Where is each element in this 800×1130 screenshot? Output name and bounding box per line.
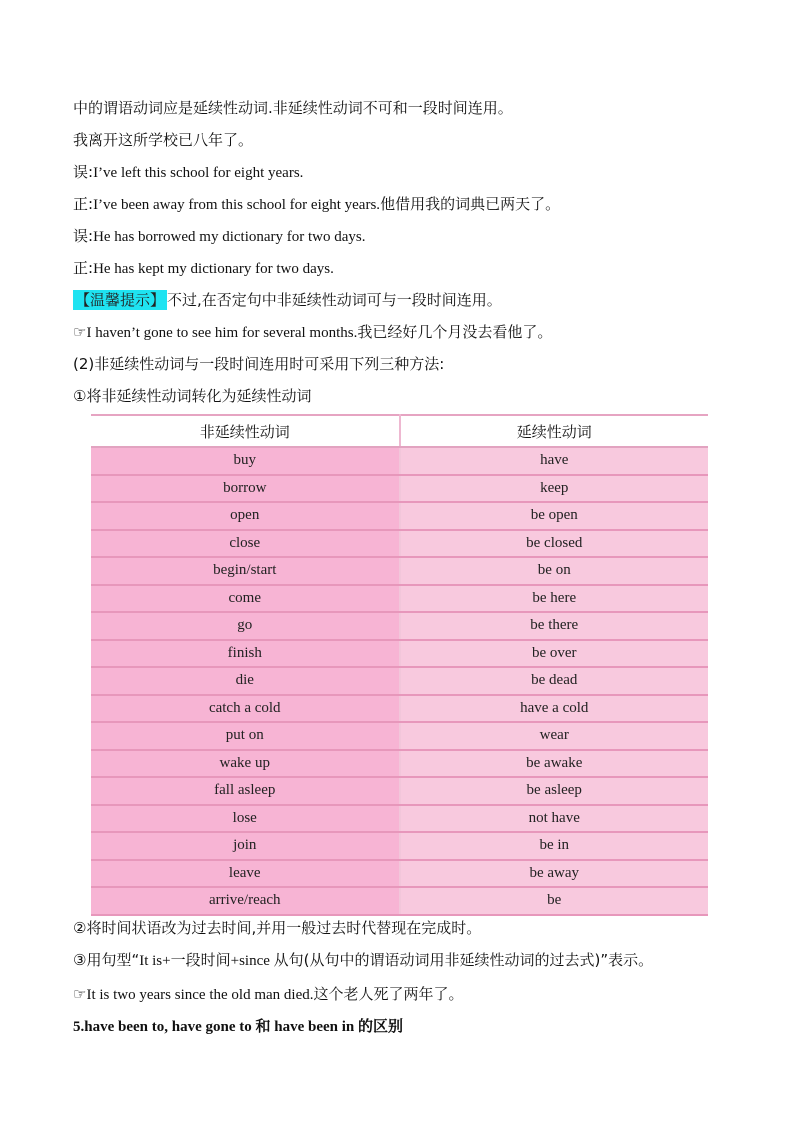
english-sentence: It is two years since the old man died.: [86, 987, 314, 1003]
example-line: [73, 320, 773, 345]
non-durative-cell: fall asleep: [91, 777, 400, 805]
non-durative-cell: buy: [91, 447, 400, 475]
example-chinese: 我离开这所学校已八年了。: [73, 131, 254, 149]
table-row: [91, 695, 708, 723]
correct-example: [73, 256, 773, 281]
durative-cell: have a cold: [400, 695, 709, 723]
table-row: [91, 777, 708, 805]
pointing-hand-icon: ☞: [73, 325, 87, 341]
table-row: [91, 887, 708, 915]
table-row: [91, 557, 708, 585]
non-durative-cell: catch a cold: [91, 695, 400, 723]
text-line: [73, 352, 773, 376]
method-intro: (2)非延续性动词与一段时间连用时可采用下列三种方法:: [73, 355, 445, 373]
table-row: [91, 447, 708, 475]
non-durative-cell: open: [91, 502, 400, 530]
wrong-example: [73, 224, 773, 249]
text-line: [73, 128, 773, 152]
english-sentence: He has kept my dictionary for two days.: [93, 261, 334, 277]
non-durative-cell: wake up: [91, 750, 400, 778]
table-row: [91, 860, 708, 888]
non-durative-cell: leave: [91, 860, 400, 888]
example-line: [73, 982, 773, 1007]
correct-label: 正:: [73, 195, 94, 213]
english-sentence: I’ve left this school for eight years.: [93, 165, 304, 181]
wrong-example: [73, 160, 773, 185]
durative-cell: have: [400, 447, 709, 475]
non-durative-cell: go: [91, 612, 400, 640]
durative-cell: wear: [400, 722, 709, 750]
table-row: [91, 640, 708, 668]
paragraph-text: 中的谓语动词应是延续性动词.非延续性动词不可和一段时间连用。: [73, 99, 513, 117]
method-two: ②将时间状语改为过去时间,并用一般过去时代替现在完成时。: [73, 919, 482, 937]
non-durative-cell: join: [91, 832, 400, 860]
durative-cell: be here: [400, 585, 709, 613]
durative-cell: be: [400, 887, 709, 915]
durative-cell: be closed: [400, 530, 709, 558]
non-durative-cell: lose: [91, 805, 400, 833]
table-row: [91, 585, 708, 613]
tip-text: 不过,在否定句中非延续性动词可与一段时间连用。: [167, 291, 502, 309]
table-row: [91, 805, 708, 833]
table-row: [91, 722, 708, 750]
correct-example: [73, 192, 773, 217]
method-three-text: 从句(从句中的谓语动词用非延续性动词的过去式)”表示。: [273, 951, 654, 969]
durative-cell: not have: [400, 805, 709, 833]
table-header-row: [91, 415, 708, 447]
tip-line: [73, 288, 773, 312]
non-durative-cell: die: [91, 667, 400, 695]
table-row: [91, 750, 708, 778]
non-durative-cell: put on: [91, 722, 400, 750]
example-chinese: 我已经好几个月没去看他了。: [357, 323, 553, 341]
durative-cell: be in: [400, 832, 709, 860]
table-row: [91, 667, 708, 695]
heading-english: have been in: [270, 1019, 359, 1035]
english-sentence: I’ve been away from this school for eight years.: [93, 197, 381, 213]
durative-cell: keep: [400, 475, 709, 503]
durative-cell: be asleep: [400, 777, 709, 805]
english-fragment: +since: [230, 953, 274, 969]
non-durative-cell: come: [91, 585, 400, 613]
non-durative-cell: finish: [91, 640, 400, 668]
text-line: [73, 96, 773, 120]
header-non-durative: 非延续性动词: [91, 415, 400, 447]
durative-cell: be dead: [400, 667, 709, 695]
example-chinese: 这个老人死了两年了。: [313, 985, 464, 1003]
english-sentence: I haven’t gone to see him for several months.: [86, 325, 358, 341]
table-row: [91, 612, 708, 640]
non-durative-cell: close: [91, 530, 400, 558]
heading-english: 5.have been to, have gone to: [73, 1019, 256, 1035]
table-row: [91, 475, 708, 503]
heading-chinese: 和: [255, 1017, 271, 1035]
non-durative-cell: begin/start: [91, 557, 400, 585]
wrong-label: 误:: [73, 163, 94, 181]
durative-cell: be away: [400, 860, 709, 888]
method-three-text: 一段时间: [170, 951, 231, 969]
durative-cell: be open: [400, 502, 709, 530]
non-durative-cell: borrow: [91, 475, 400, 503]
english-sentence: He has borrowed my dictionary for two days.: [93, 229, 366, 245]
table-row: [91, 530, 708, 558]
section-heading: [73, 1014, 773, 1039]
example-chinese: 他借用我的词典已两天了。: [380, 195, 561, 213]
wrong-label: 误:: [73, 227, 94, 245]
durative-cell: be awake: [400, 750, 709, 778]
correct-label: 正:: [73, 259, 94, 277]
table-row: [91, 832, 708, 860]
durative-cell: be on: [400, 557, 709, 585]
text-line: [73, 948, 773, 973]
verb-table: [91, 414, 708, 916]
heading-chinese: 的区别: [358, 1017, 404, 1035]
text-line: [73, 384, 773, 408]
table-row: [91, 502, 708, 530]
method-three-text: ③用句型“: [73, 951, 140, 969]
english-fragment: It is+: [139, 953, 171, 969]
header-durative: 延续性动词: [400, 415, 709, 447]
pointing-hand-icon: ☞: [73, 987, 87, 1003]
method-one: ①将非延续性动词转化为延续性动词: [73, 387, 312, 405]
tip-label: 【温馨提示】: [75, 291, 166, 309]
durative-cell: be there: [400, 612, 709, 640]
durative-cell: be over: [400, 640, 709, 668]
text-line: [73, 916, 773, 940]
non-durative-cell: arrive/reach: [91, 887, 400, 915]
